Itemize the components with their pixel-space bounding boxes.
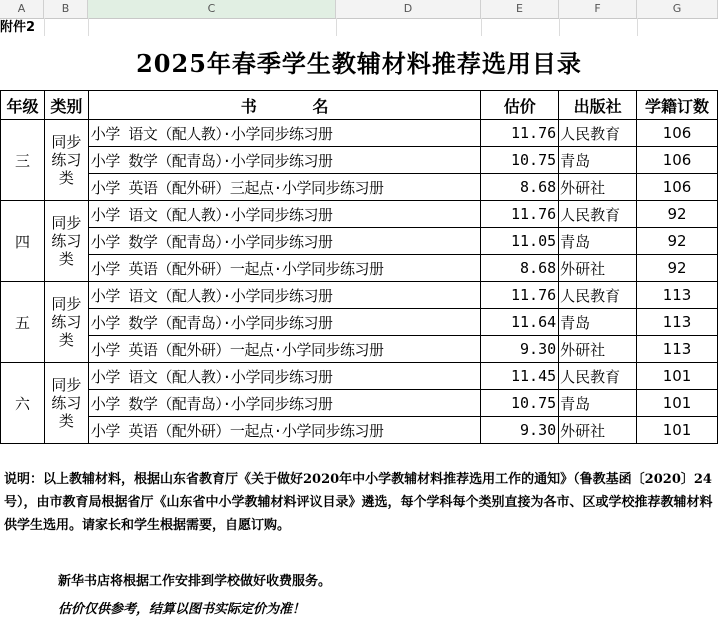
price-cell[interactable]: 9.30	[481, 336, 559, 363]
book-cell[interactable]: 小学 数学（配青岛）·小学同步练习册	[88, 390, 480, 417]
table-row	[1, 120, 718, 147]
price-disclaimer[interactable]: 估价仅供参考，结算以图书实际定价为准！	[58, 602, 306, 617]
header-grade[interactable]: 年级	[1, 91, 45, 120]
table-row	[1, 282, 718, 309]
book-cell[interactable]: 小学 语文（配人教）·小学同步练习册	[88, 363, 480, 390]
column-header-f[interactable]: F	[559, 0, 637, 18]
publisher-cell[interactable]: 外研社	[559, 336, 637, 363]
header-quantity[interactable]: 学籍订数	[637, 91, 718, 120]
service-note[interactable]: 新华书店将根据工作安排到学校做好收费服务。	[58, 574, 332, 589]
table-row	[1, 201, 718, 228]
header-book-name[interactable]: 书 名	[88, 91, 480, 120]
table-row	[1, 363, 718, 390]
price-cell[interactable]: 9.30	[481, 417, 559, 444]
book-cell[interactable]: 小学 语文（配人教）·小学同步练习册	[88, 201, 480, 228]
quantity-cell[interactable]: 106	[637, 147, 718, 174]
column-header-c[interactable]: C	[88, 0, 336, 18]
header-publisher[interactable]: 出版社	[559, 91, 637, 120]
price-cell[interactable]: 10.75	[481, 390, 559, 417]
price-cell[interactable]: 10.75	[481, 147, 559, 174]
table-row	[1, 255, 718, 282]
price-cell[interactable]: 11.45	[481, 363, 559, 390]
table-header-row	[1, 91, 718, 120]
table-row	[1, 309, 718, 336]
table-row	[1, 417, 718, 444]
category-cell[interactable]: 同步练习类	[44, 201, 88, 282]
quantity-cell[interactable]: 113	[637, 336, 718, 363]
publisher-cell[interactable]: 外研社	[559, 174, 637, 201]
catalog-table	[0, 90, 718, 444]
explanation-note[interactable]: 说明：以上教辅材料，根据山东省教育厅《关于做好2020年中小学教辅材料推荐选用工作的通知》（鲁教基函〔2020〕24号），由市教育局根据省厅《山东省中小学教辅材料评议目录》遴选，每个学科每个类别直接为各市、区或学校推荐教辅材料供学生选用。请家长和学生根据需要，自愿订购。	[4, 472, 713, 533]
price-cell[interactable]: 11.76	[481, 120, 559, 147]
quantity-cell[interactable]: 106	[637, 120, 718, 147]
quantity-cell[interactable]: 113	[637, 282, 718, 309]
table-row	[1, 174, 718, 201]
book-cell[interactable]: 小学 英语（配外研）一起点·小学同步练习册	[88, 417, 480, 444]
quantity-cell[interactable]: 101	[637, 363, 718, 390]
book-cell[interactable]: 小学 英语（配外研）一起点·小学同步练习册	[88, 336, 480, 363]
column-header-e[interactable]: E	[481, 0, 559, 18]
quantity-cell[interactable]: 92	[637, 255, 718, 282]
table-row	[1, 390, 718, 417]
price-cell[interactable]: 11.05	[481, 228, 559, 255]
publisher-cell[interactable]: 人民教育	[559, 282, 637, 309]
book-cell[interactable]: 小学 语文（配人教）·小学同步练习册	[88, 120, 480, 147]
grade-cell[interactable]: 五	[1, 282, 45, 363]
price-cell[interactable]: 11.76	[481, 201, 559, 228]
price-cell[interactable]: 11.76	[481, 282, 559, 309]
page-title: 2025年春季学生教辅材料推荐选用目录	[136, 49, 582, 78]
quantity-cell[interactable]: 113	[637, 309, 718, 336]
publisher-cell[interactable]: 人民教育	[559, 201, 637, 228]
book-cell[interactable]: 小学 数学（配青岛）·小学同步练习册	[88, 309, 480, 336]
publisher-cell[interactable]: 外研社	[559, 417, 637, 444]
book-cell[interactable]: 小学 数学（配青岛）·小学同步练习册	[88, 228, 480, 255]
publisher-cell[interactable]: 人民教育	[559, 120, 637, 147]
price-cell[interactable]: 11.64	[481, 309, 559, 336]
table-row	[1, 147, 718, 174]
book-cell[interactable]: 小学 英语（配外研）一起点·小学同步练习册	[88, 255, 480, 282]
table-row	[1, 336, 718, 363]
column-header-b[interactable]: B	[44, 0, 88, 18]
publisher-cell[interactable]: 人民教育	[559, 363, 637, 390]
column-header-g[interactable]: G	[637, 0, 718, 18]
price-cell[interactable]: 8.68	[481, 255, 559, 282]
publisher-cell[interactable]: 外研社	[559, 255, 637, 282]
grade-cell[interactable]: 四	[1, 201, 45, 282]
book-cell[interactable]: 小学 数学（配青岛）·小学同步练习册	[88, 147, 480, 174]
category-cell[interactable]: 同步练习类	[44, 120, 88, 201]
header-price[interactable]: 估价	[481, 91, 559, 120]
quantity-cell[interactable]: 101	[637, 417, 718, 444]
publisher-cell[interactable]: 青岛	[559, 147, 637, 174]
annex-label: 附件2	[0, 20, 36, 35]
header-category[interactable]: 类别	[44, 91, 88, 120]
book-cell[interactable]: 小学 语文（配人教）·小学同步练习册	[88, 282, 480, 309]
grade-cell[interactable]: 三	[1, 120, 45, 201]
quantity-cell[interactable]: 106	[637, 174, 718, 201]
column-header-a[interactable]: A	[0, 0, 44, 18]
publisher-cell[interactable]: 青岛	[559, 228, 637, 255]
category-cell[interactable]: 同步练习类	[44, 282, 88, 363]
book-cell[interactable]: 小学 英语（配外研）三起点·小学同步练习册	[88, 174, 480, 201]
quantity-cell[interactable]: 92	[637, 228, 718, 255]
publisher-cell[interactable]: 青岛	[559, 390, 637, 417]
table-row	[1, 228, 718, 255]
publisher-cell[interactable]: 青岛	[559, 309, 637, 336]
quantity-cell[interactable]: 92	[637, 201, 718, 228]
column-header-bar	[0, 0, 718, 19]
column-header-d[interactable]: D	[336, 0, 481, 18]
grade-cell[interactable]: 六	[1, 363, 45, 444]
price-cell[interactable]: 8.68	[481, 174, 559, 201]
category-cell[interactable]: 同步练习类	[44, 363, 88, 444]
quantity-cell[interactable]: 101	[637, 390, 718, 417]
